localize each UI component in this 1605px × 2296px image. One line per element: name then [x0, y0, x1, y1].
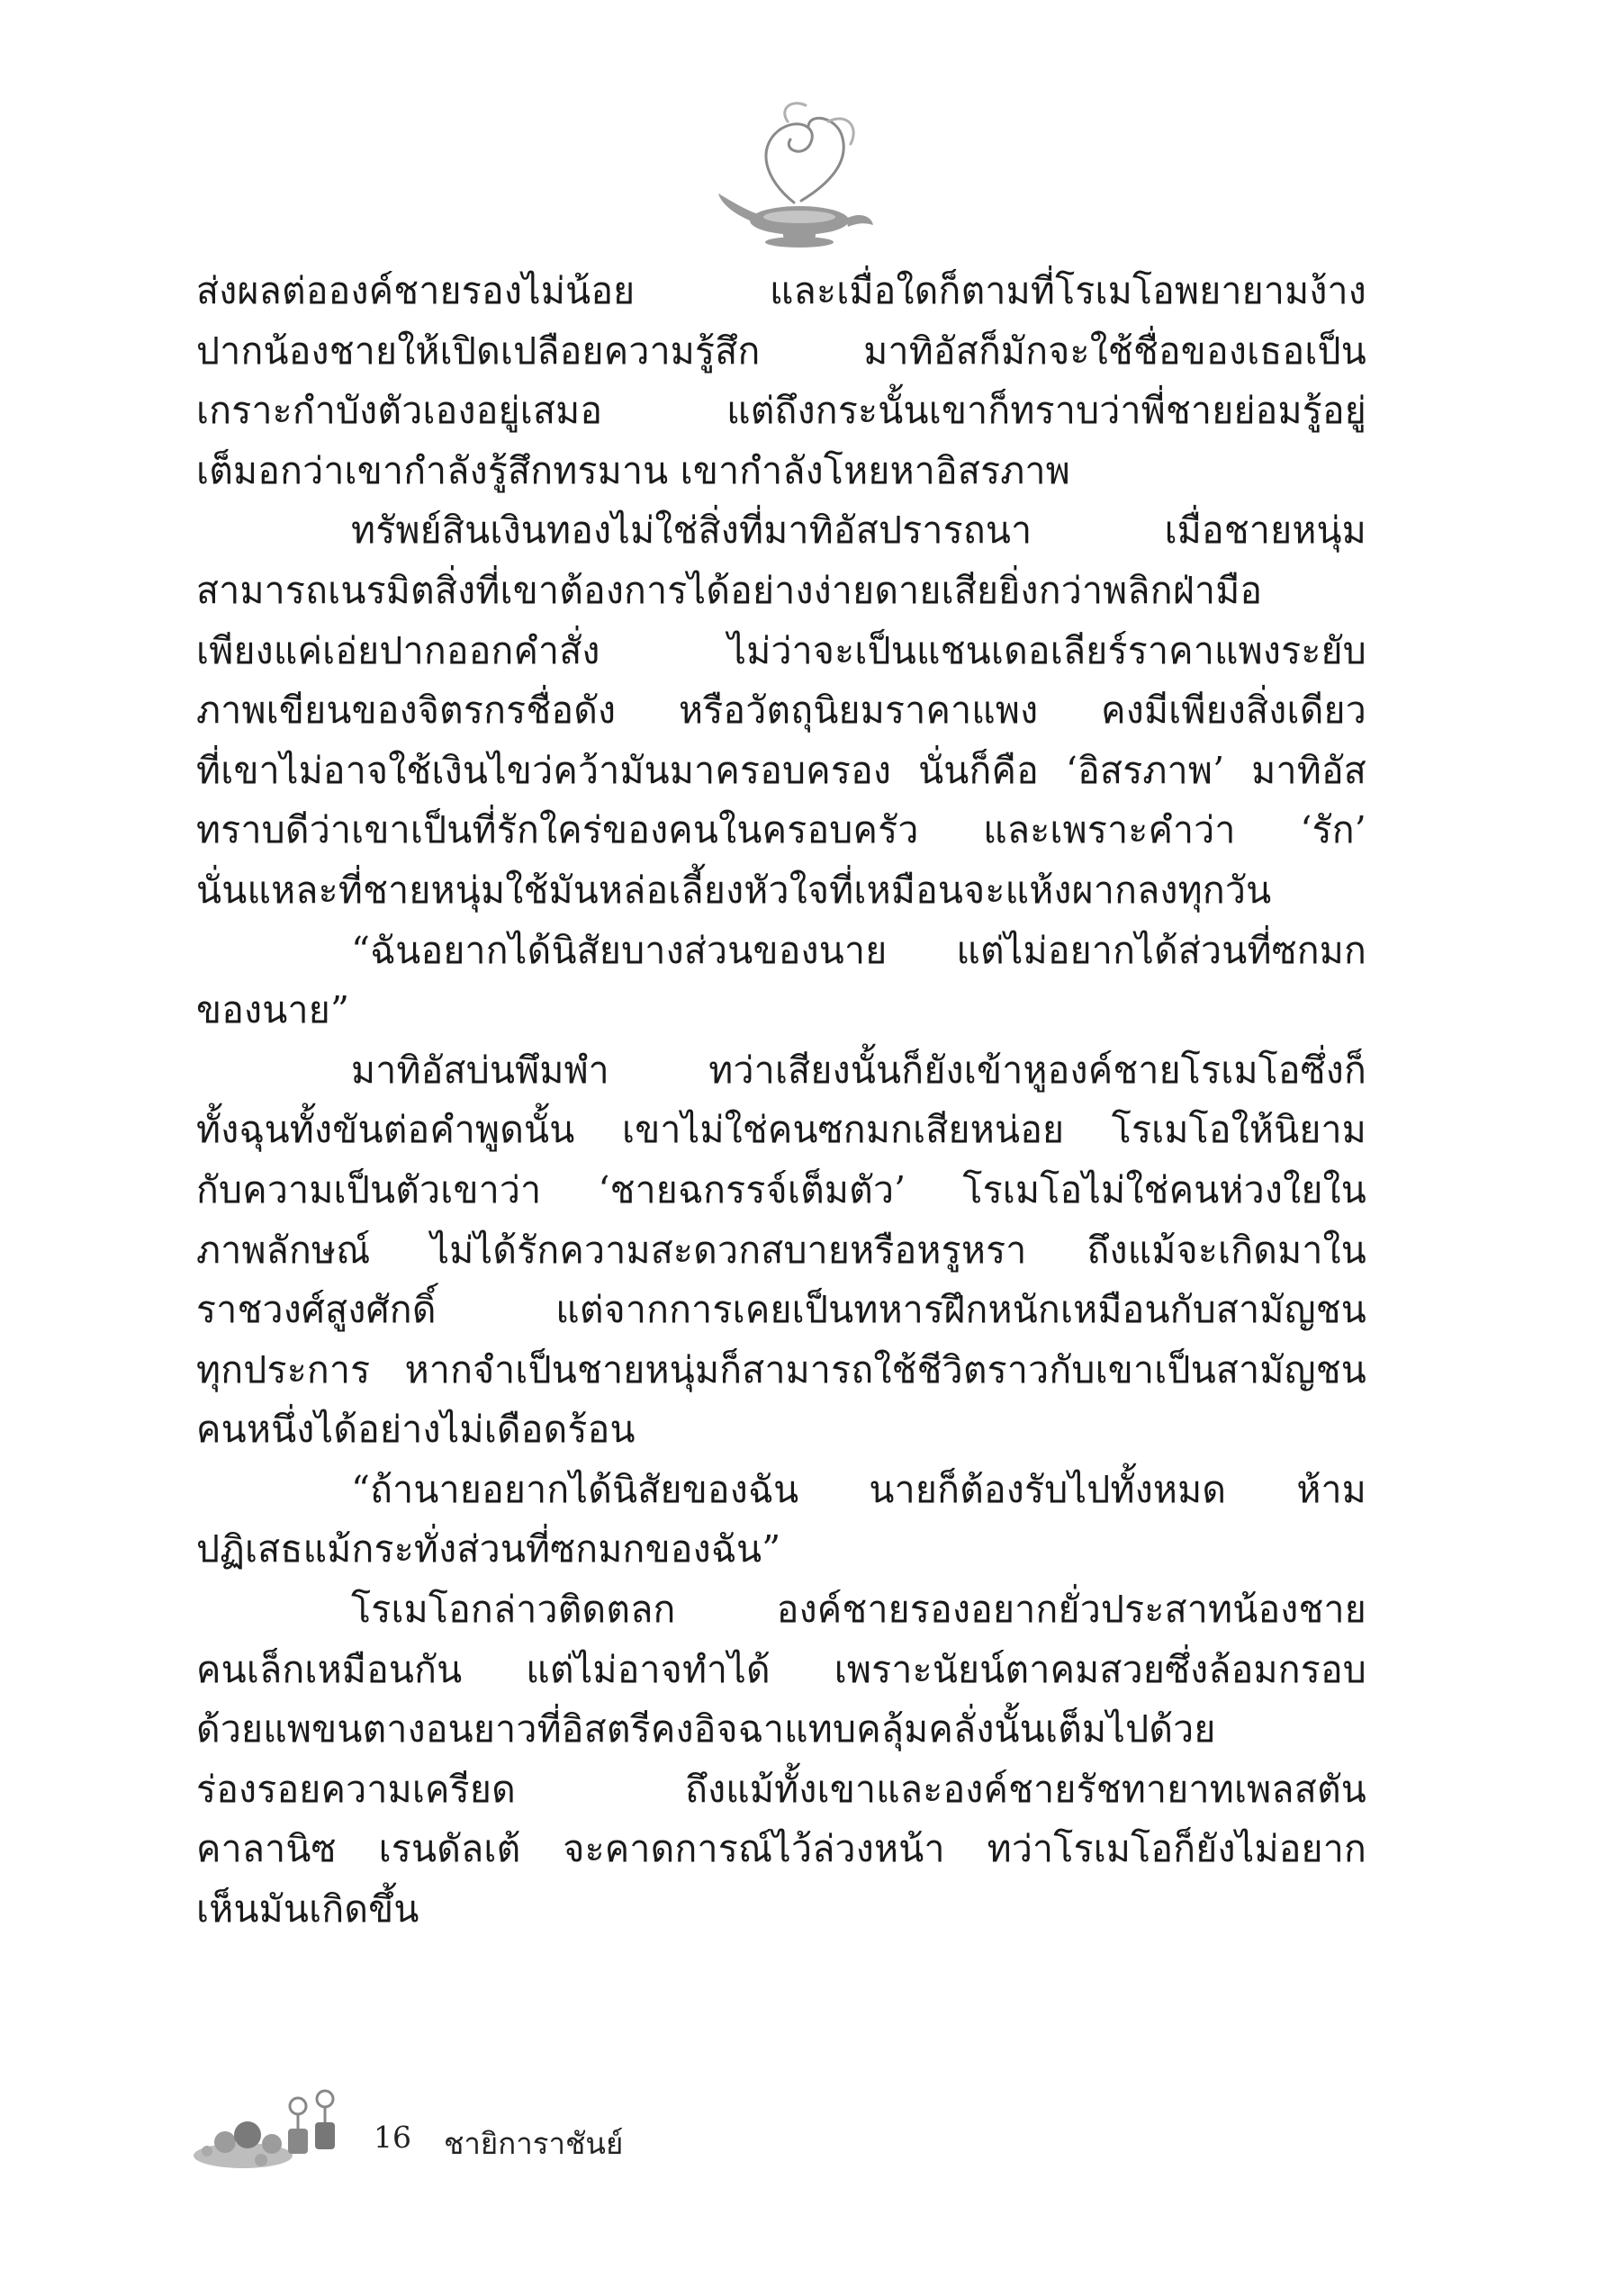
- text-line: ที่เขาไม่อาจใช้เงินไขว่คว้ามันมาครอบครอง นั่นก็คือ ‘อิสรภาพ’ มาทิอัส: [196, 748, 1366, 792]
- text-line: คนเล็กเหมือนกัน แต่ไม่อาจทำได้ เพราะนัยน์ตาคมสวยซึ่งล้อมกรอบ: [196, 1647, 1366, 1691]
- page-footer: [189, 2070, 729, 2178]
- text-line: เห็นมันเกิดขึ้น: [196, 1887, 419, 1931]
- text-line: ด้วยแพขนตางอนยาวที่อิสตรีคงอิจฉาแทบคลุ้มคลั่งนั้นเต็มไปด้วย: [196, 1707, 1216, 1751]
- text-line: ของนาย”: [196, 988, 350, 1032]
- text-line: ปากน้องชายให้เปิดเปลือยความรู้สึก มาทิอัสก็มักจะใช้ชื่อของเธอเป็น: [196, 329, 1366, 373]
- text-line: ทุกประการ หากจำเป็นชายหนุ่มก็สามารถใช้ชีวิตราวกับเขาเป็นสามัญชน: [196, 1347, 1366, 1391]
- text-line: ราชวงศ์สูงศักดิ์ แต่จากการเคยเป็นทหารฝึกหนักเหมือนกับสามัญชน: [196, 1288, 1366, 1332]
- book-title: ชายิการาชันย์: [444, 2126, 624, 2161]
- text-line: ส่งผลต่อองค์ชายรองไม่น้อย และเมื่อใดก็ตามที่โรเมโอพยายามง้าง: [196, 269, 1366, 312]
- text-line: เพียงแค่เอ่ยปากออกคำสั่ง ไม่ว่าจะเป็นแชนเดอเลียร์ราคาแพงระยับ: [196, 628, 1366, 672]
- text-line: เต็มอกว่าเขากำลังรู้สึกทรมาน เขากำลังโหยหาอิสรภาพ: [196, 448, 1070, 492]
- text-line: ทราบดีว่าเขาเป็นที่รักใคร่ของคนในครอบครัว และเพราะคำว่า ‘รัก’: [196, 808, 1366, 852]
- body-text: [196, 261, 1366, 1940]
- lamp-ornament-icon: [693, 95, 900, 252]
- text-line: “ถ้านายอยากได้นิสัยของฉัน นายก็ต้องรับไปทั้งหมด ห้าม: [351, 1467, 1366, 1511]
- text-line: นั่นแหละที่ชายหนุ่มใช้มันหล่อเลี้ยงหัวใจที่เหมือนจะแห้งผากลงทุกวัน: [196, 868, 1272, 912]
- text-line: โรเมโอกล่าวติดตลก องค์ชายรองอยากยั่วประสาทน้องชาย: [351, 1588, 1366, 1632]
- page-number: 16: [374, 2120, 411, 2155]
- text-line: คาลานิซ เรนดัลเต้ จะคาดการณ์ไว้ล่วงหน้า ทว่าโรเมโอก็ยังไม่อยาก: [196, 1827, 1366, 1871]
- text-line: ร่องรอยความเครียด ถึงแม้ทั้งเขาและองค์ชายรัชทายาทเพลสตัน: [196, 1767, 1366, 1811]
- text-line: เกราะกำบังตัวเองอยู่เสมอ แต่ถึงกระนั้นเขาก็ทราบว่าพี่ชายย่อมรู้อยู่: [196, 389, 1366, 433]
- text-line: มาทิอัสบ่นพึมพำ ทว่าเสียงนั้นก็ยังเข้าหูองค์ชายโรเมโอซึ่งก็: [351, 1048, 1366, 1092]
- text-line: ปฏิเสธแม้กระทั่งส่วนที่ซกมกของฉัน”: [196, 1527, 781, 1571]
- text-line: ทรัพย์สินเงินทองไม่ใช่สิ่งที่มาทิอัสปรารถนา เมื่อชายหนุ่ม: [351, 509, 1366, 553]
- text-line: “ฉันอยากได้นิสัยบางส่วนของนาย แต่ไม่อยากได้ส่วนที่ซกมก: [351, 928, 1366, 972]
- text-line: ภาพลักษณ์ ไม่ได้รักความสะดวกสบายหรือหรูหรา ถึงแม้จะเกิดมาใน: [196, 1228, 1366, 1272]
- text-line: ภาพเขียนของจิตรกรชื่อดัง หรือวัตถุนิยมราคาแพง คงมีเพียงสิ่งเดียว: [196, 689, 1366, 733]
- text-line: สามารถเนรมิตสิ่งที่เขาต้องการได้อย่างง่ายดายเสียยิ่งกว่าพลิกฝ่ามือ: [196, 568, 1263, 612]
- text-line: คนหนึ่งได้อย่างไม่เดือดร้อน: [196, 1408, 636, 1452]
- text-line: กับความเป็นตัวเขาว่า ‘ชายฉกรรจ์เต็มตัว’ โรเมโอไม่ใช่คนห่วงใยใน: [196, 1167, 1366, 1211]
- text-line: ทั้งฉุนทั้งขันต่อคำพูดนั้น เขาไม่ใช่คนซกมกเสียหน่อย โรเมโอให้นิยาม: [196, 1108, 1366, 1152]
- jewelry-ornament-icon: [189, 2070, 360, 2178]
